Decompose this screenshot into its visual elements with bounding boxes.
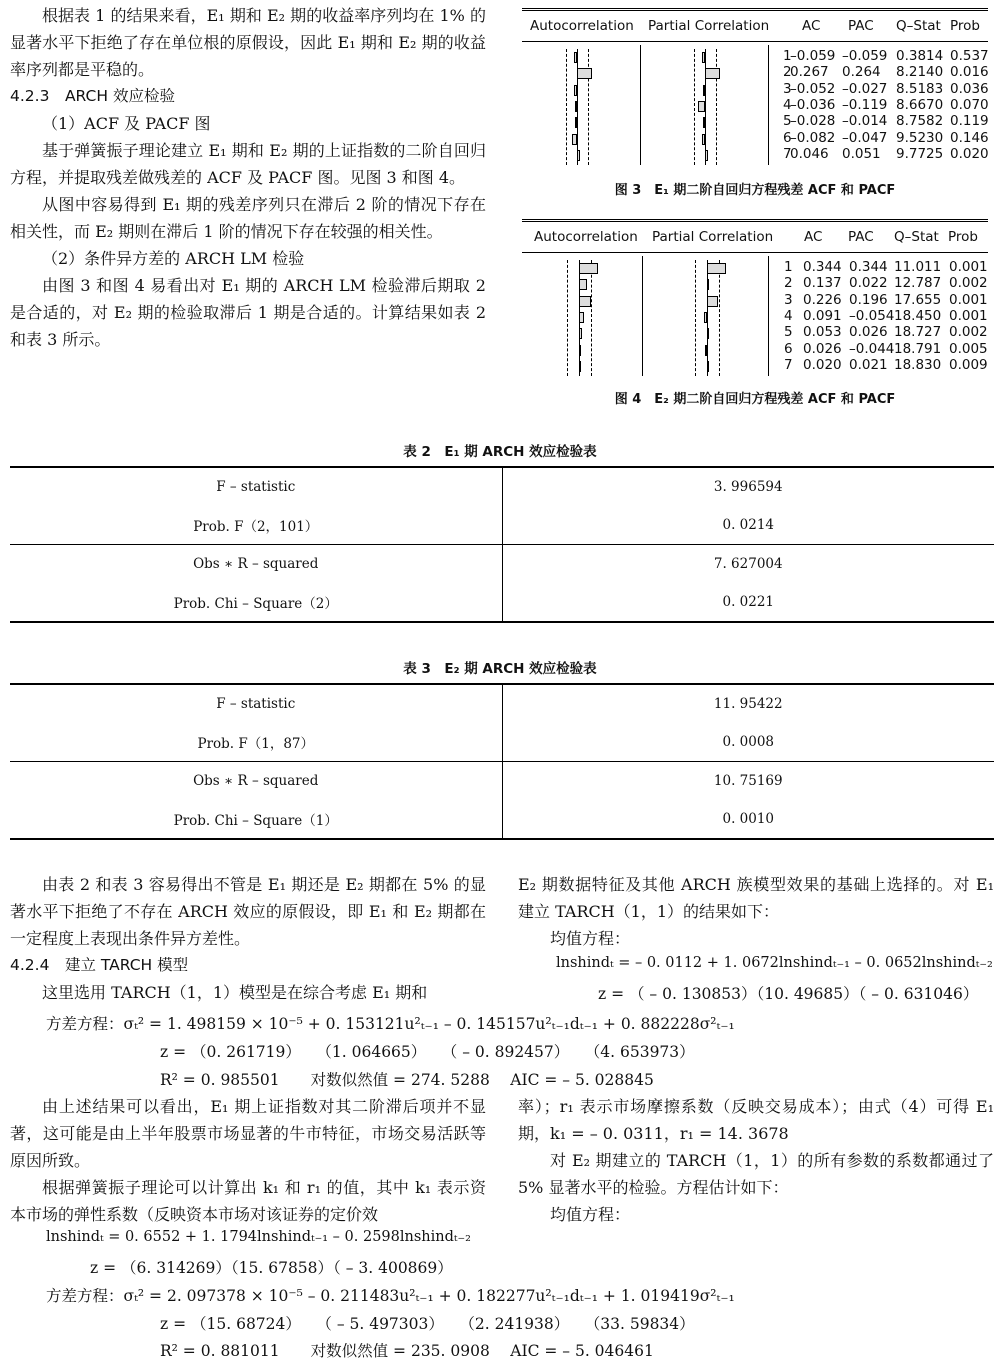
lag-number: 3 xyxy=(783,80,792,97)
e1-mean-z-values: z = （ – 0. 130853）（10. 49685）（ – 0. 631046） xyxy=(598,985,979,1003)
lag-number: 6 xyxy=(783,129,792,146)
pac-bar xyxy=(705,68,720,79)
q-stat-value: 18.791 xyxy=(894,340,942,357)
table-row xyxy=(10,684,994,723)
header-qstat: Q–Stat xyxy=(896,18,941,34)
header-ac: AC xyxy=(804,229,823,245)
ac-value: 0.267 xyxy=(790,64,829,81)
pac-zero-line xyxy=(705,49,706,165)
lag-number: 7 xyxy=(783,145,792,162)
pac-confidence-bound xyxy=(719,260,720,376)
ac-bar xyxy=(579,296,591,307)
lag-number: 2 xyxy=(784,275,793,292)
pac-bar xyxy=(705,345,707,356)
ac-value: 0.053 xyxy=(803,324,842,341)
q-stat-value: 18.450 xyxy=(894,307,942,324)
pac-bar xyxy=(704,312,707,323)
lag-number: 7 xyxy=(784,356,793,373)
table-cell-label: Prob. Chi – Square（1） xyxy=(10,800,502,839)
e2-variance-equation: 方差方程：σₜ² = 2. 097378 × 10⁻⁵ – 0. 211483u²ₜ₋₁ + 0. 182277u²ₜ₋₁dₜ₋₁ + 1. 019419σ²ₜ₋₁ xyxy=(46,1287,735,1305)
prob-value: 0.005 xyxy=(949,340,988,357)
q-stat-value: 12.787 xyxy=(894,275,942,292)
bottom-right-text xyxy=(518,1093,994,1228)
paragraph: 根据弹簧振子理论可以计算出 k₁ 和 r₁ 的值，其中 k₁ 表示资本市场的弹性系数（反映资本市场对该证券的定价效 xyxy=(10,1178,486,1224)
ac-bar xyxy=(577,150,580,161)
ac-bar xyxy=(579,345,581,356)
pac-bar xyxy=(707,279,709,290)
subheading: （2）条件异方差的 ARCH LM 检验 xyxy=(42,249,305,268)
pac-value: –0.047 xyxy=(842,129,888,146)
ac-value: 0.344 xyxy=(803,259,842,275)
ac-bar xyxy=(579,361,581,372)
lag-number: 3 xyxy=(784,291,793,308)
lag-number: 5 xyxy=(784,324,793,341)
table-cell-value: 0. 0008 xyxy=(722,734,775,750)
prob-value: 0.016 xyxy=(950,64,989,81)
lag-number: 6 xyxy=(784,340,793,357)
ac-bar xyxy=(575,101,577,112)
ac-value: 0.091 xyxy=(803,307,842,324)
pac-bar xyxy=(707,361,709,372)
lag-number: 1 xyxy=(784,259,793,275)
e1-fit-statistics: R² = 0. 985501 对数似然值 = 274. 5288 AIC = – 5. 028845 xyxy=(160,1071,654,1089)
prob-value: 0.001 xyxy=(949,259,988,275)
paragraph: 率）；r₁ 表示市场摩擦系数（反映交易成本）；由式（4）可得 E₁ 期，k₁ = – 0. 0311，r₁ = 14. 3678 xyxy=(518,1097,994,1143)
pac-confidence-bound xyxy=(694,49,695,165)
bottom-left-text xyxy=(10,1093,486,1228)
e1-variance-z-values: z = （0. 261719） （1. 064665） （ – 0. 892457） （4. 653973） xyxy=(160,1043,695,1061)
table-row xyxy=(10,467,994,506)
pac-bar xyxy=(698,101,705,112)
q-stat-value: 8.7582 xyxy=(896,113,944,130)
q-stat-value: 9.5230 xyxy=(896,129,944,146)
middle-right-text xyxy=(518,871,994,952)
table-cell-label: Prob. Chi – Square（2） xyxy=(10,583,502,622)
pac-value: –0.044 xyxy=(849,340,895,357)
pac-bar xyxy=(702,52,705,63)
prob-value: 0.002 xyxy=(949,324,988,341)
pac-value: 0.026 xyxy=(849,324,888,341)
ac-value: –0.082 xyxy=(790,129,836,146)
table-row xyxy=(10,762,994,801)
e2-fit-statistics: R² = 0. 881011 对数似然值 = 235. 0908 AIC = – 5. 046461 xyxy=(160,1342,654,1360)
q-stat-value: 8.6670 xyxy=(896,96,944,113)
q-stat-value: 17.655 xyxy=(894,291,942,308)
table-cell-label: F – statistic xyxy=(10,467,502,506)
table-cell-value: 11. 95422 xyxy=(502,684,994,723)
table-cell-value: 7. 627004 xyxy=(502,545,994,584)
q-stat-value: 11.011 xyxy=(894,259,942,275)
pac-confidence-bound xyxy=(716,49,717,165)
e2-variance-z-values: z = （15. 68724） （ – 5. 497303） （2. 241938） （33. 59834） xyxy=(160,1315,695,1333)
paragraph: 由上述结果可以看出，E₁ 期上证指数对其二阶滞后项并不显著，这可能是由上半年股票市场显著的牛市特征，市场交易活跃等原因所致。 xyxy=(10,1097,486,1170)
paragraph: 这里选用 TARCH（1，1）模型是在综合考虑 E₁ 期和 xyxy=(42,983,428,1002)
table-row xyxy=(10,583,994,622)
figure-4-correlogram xyxy=(522,219,988,379)
table-row xyxy=(10,506,994,545)
pac-value: –0.059 xyxy=(842,48,888,64)
ac-value: 0.026 xyxy=(803,340,842,357)
prob-value: 0.002 xyxy=(949,275,988,292)
section-heading-4-2-3: 4.2.3 ARCH 效应检验 xyxy=(10,87,175,105)
table-cell-label: Prob. F（1，87） xyxy=(10,723,502,762)
table-cell-value: 10. 75169 xyxy=(502,762,994,801)
pac-bar xyxy=(707,328,709,339)
pac-value: 0.264 xyxy=(842,64,881,81)
paragraph: 由图 3 和图 4 易看出对 E₁ 期的 ARCH LM 检验滞后期取 2 是合适的，对 E₂ 期的检验取滞后 1 期是合适的。计算结果如表 2 和表 3 所示。 xyxy=(10,276,486,349)
ac-bar xyxy=(579,263,598,274)
ac-bar xyxy=(577,68,592,79)
table-row xyxy=(10,800,994,839)
prob-value: 0.119 xyxy=(950,113,989,130)
header-prob: Prob xyxy=(950,18,980,34)
pac-value: 0.344 xyxy=(849,259,888,275)
header-partial-correlation: Partial Correlation xyxy=(652,229,774,245)
pac-value: –0.054 xyxy=(849,307,895,324)
top-left-text xyxy=(10,2,486,353)
pac-confidence-bound xyxy=(695,260,696,376)
paragraph: 从图中容易得到 E₁ 期的残差序列只在滞后 2 阶的情况下存在相关性，而 E₂ 期则在滞后 1 阶的情况下存在较强的相关性。 xyxy=(10,195,486,241)
q-stat-value: 8.5183 xyxy=(896,80,944,97)
pac-value: –0.014 xyxy=(842,113,888,130)
table-2-caption: 表 2 E₁ 期 ARCH 效应检验表 xyxy=(403,444,597,460)
table-cell-value: 0. 0221 xyxy=(502,583,994,622)
paragraph: 对 E₂ 期建立的 TARCH（1，1）的所有参数的系数都通过了 5% 显著水平的检验。方程估计如下： xyxy=(518,1151,994,1197)
paragraph: 基于弹簧振子理论建立 E₁ 期和 E₂ 期的上证指数的二阶自回归方程，并提取残差做残差的 ACF 及 PACF 图。见图 3 和图 4。 xyxy=(10,141,486,187)
pac-bar xyxy=(705,150,708,161)
ac-value: –0.059 xyxy=(790,48,836,64)
lag-number: 2 xyxy=(783,64,792,81)
mean-equation-label: 均值方程： xyxy=(550,929,631,948)
table-cell-label: Prob. F（2，101） xyxy=(10,506,502,545)
figure-3-caption: 图 3 E₁ 期二阶自回归方程残差 ACF 和 PACF xyxy=(614,183,896,198)
ac-value: 0.046 xyxy=(790,145,829,162)
ac-bar xyxy=(574,52,577,63)
figure-4-caption: 图 4 E₂ 期二阶自回归方程残差 ACF 和 PACF xyxy=(614,392,896,407)
lag-number: 4 xyxy=(783,96,792,113)
ac-confidence-bound xyxy=(567,260,568,376)
q-stat-value: 18.830 xyxy=(894,356,942,373)
header-pac: PAC xyxy=(848,229,874,245)
section-heading-4-2-4: 4.2.4 建立 TARCH 模型 xyxy=(10,956,189,974)
e2-mean-z-values: z = （6. 314269）（15. 67858）（ – 3. 400869） xyxy=(90,1259,453,1277)
table-cell-label: F – statistic xyxy=(10,684,502,723)
pac-value: –0.119 xyxy=(842,96,888,113)
q-stat-value: 9.7725 xyxy=(896,145,944,162)
pac-value: 0.051 xyxy=(842,145,881,162)
lag-number: 1 xyxy=(783,48,792,64)
pac-bar xyxy=(702,134,705,145)
column-separator xyxy=(768,45,769,165)
pac-value: 0.021 xyxy=(849,356,888,373)
column-separator xyxy=(642,256,643,376)
lag-number: 5 xyxy=(783,113,792,130)
prob-value: 0.001 xyxy=(949,307,988,324)
paragraph: E₂ 期数据特征及其他 ARCH 族模型效果的基础上选择的。对 E₁ 建立 TARCH（1，1）的结果如下： xyxy=(518,875,994,921)
middle-left-text xyxy=(10,871,486,1006)
q-stat-value: 18.727 xyxy=(894,324,942,341)
paragraph: 由表 2 和表 3 容易得出不管是 E₁ 期还是 E₂ 期都在 5% 的显著水平下拒绝了不存在 ARCH 效应的原假设，即 E₁ 和 E₂ 期都在一定程度上表现出条件异方差性。 xyxy=(10,875,486,948)
ac-confidence-bound xyxy=(566,49,567,165)
table-cell-value: 3. 996594 xyxy=(502,467,994,506)
paragraph: 根据表 1 的结果来看，E₁ 期和 E₂ 期的收益率序列均在 1% 的显著水平下拒绝了存在单位根的原假设，因此 E₁ 期和 E₂ 期的收益率序列都是平稳的。 xyxy=(10,6,486,79)
prob-value: 0.009 xyxy=(949,356,988,373)
pac-value: –0.027 xyxy=(842,80,888,97)
q-stat-value: 8.2140 xyxy=(896,64,944,81)
lag-number: 4 xyxy=(784,307,793,324)
ac-bar xyxy=(572,134,577,145)
ac-bar xyxy=(579,328,582,339)
header-prob: Prob xyxy=(948,229,978,245)
ac-bar xyxy=(575,117,577,128)
e2-mean-equation: lnshindₜ = 0. 6552 + 1. 1794lnshindₜ₋₁ – 0. 2598lnshindₜ₋₂ xyxy=(46,1229,471,1245)
pac-bar xyxy=(707,263,726,274)
prob-value: 0.020 xyxy=(950,145,989,162)
prob-value: 0.036 xyxy=(950,80,989,97)
header-autocorrelation: Autocorrelation xyxy=(534,229,638,245)
q-stat-value: 0.3814 xyxy=(896,48,944,64)
table-row xyxy=(10,723,994,762)
header-autocorrelation: Autocorrelation xyxy=(530,18,634,34)
column-separator xyxy=(640,45,641,165)
header-pac: PAC xyxy=(848,18,874,34)
ac-value: 0.226 xyxy=(803,291,842,308)
ac-bar xyxy=(579,312,584,323)
prob-value: 0.070 xyxy=(950,96,989,113)
column-separator xyxy=(768,256,769,376)
header-partial-correlation: Partial Correlation xyxy=(648,18,770,34)
ac-value: –0.036 xyxy=(790,96,836,113)
table-3-caption: 表 3 E₂ 期 ARCH 效应检验表 xyxy=(403,661,597,677)
table-cell-value: 0. 0010 xyxy=(502,800,994,839)
header-qstat: Q–Stat xyxy=(894,229,939,245)
prob-value: 0.001 xyxy=(949,291,988,308)
ac-bar xyxy=(574,85,577,96)
pac-bar xyxy=(703,117,705,128)
pac-value: 0.022 xyxy=(849,275,888,292)
subheading: （1）ACF 及 PACF 图 xyxy=(42,114,211,133)
table-cell-value: 0. 0214 xyxy=(722,517,775,533)
table-cell-label: Obs ∗ R – squared xyxy=(10,545,502,584)
e1-mean-equation: lnshindₜ = – 0. 0112 + 1. 0672lnshindₜ₋₁ – 0. 0652lnshindₜ₋₂ xyxy=(556,955,993,971)
table-row xyxy=(10,545,994,584)
table-cell-label: Obs ∗ R – squared xyxy=(10,762,502,801)
prob-value: 0.537 xyxy=(950,48,989,64)
table-2 xyxy=(10,466,994,623)
pac-bar xyxy=(703,85,705,96)
ac-value: –0.028 xyxy=(790,113,836,130)
ac-confidence-bound xyxy=(588,49,589,165)
pac-zero-line xyxy=(707,260,708,376)
ac-zero-line xyxy=(577,49,578,165)
table-3 xyxy=(10,683,994,840)
ac-confidence-bound xyxy=(591,260,592,376)
ac-bar xyxy=(579,279,587,290)
pac-value: 0.196 xyxy=(849,291,888,308)
ac-value: 0.020 xyxy=(803,356,842,373)
header-rule xyxy=(522,41,988,42)
header-ac: AC xyxy=(802,18,821,34)
figure-3-correlogram xyxy=(522,8,988,169)
mean-equation-label: 均值方程： xyxy=(550,1205,631,1224)
pac-bar xyxy=(707,296,718,307)
ac-value: –0.052 xyxy=(790,80,836,97)
header-rule xyxy=(522,252,988,253)
ac-value: 0.137 xyxy=(803,275,842,292)
prob-value: 0.146 xyxy=(950,129,989,146)
e1-variance-equation: 方差方程：σₜ² = 1. 498159 × 10⁻⁵ + 0. 153121u²ₜ₋₁ – 0. 145157u²ₜ₋₁dₜ₋₁ + 0. 882228σ²ₜ₋₁ xyxy=(46,1015,735,1033)
